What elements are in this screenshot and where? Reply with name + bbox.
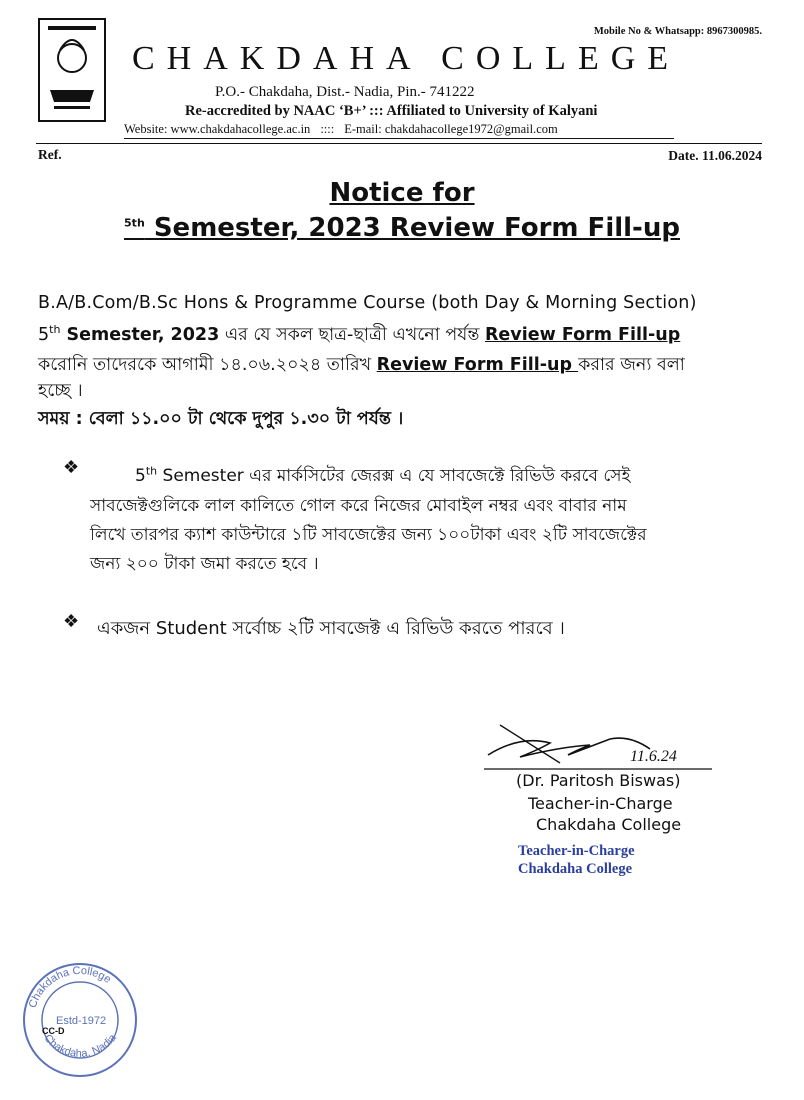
header-divider xyxy=(36,143,762,144)
review-form-highlight: Review Form Fill-up xyxy=(484,325,681,345)
handwritten-signature xyxy=(480,715,720,775)
bullet-icon: ❖ xyxy=(63,611,80,631)
timing-line: সময় : বেলা ১১.০০ টা থেকে দুপুর ১.৩০ টা পর্যন্ত । xyxy=(38,409,404,429)
bullet1-line1 xyxy=(135,463,630,491)
course-line: B.A/B.Com/B.Sc Hons & Programme Course (both Day & Morning Section) xyxy=(38,293,697,313)
signature-date: 11.6.24 xyxy=(630,748,677,765)
semester-line xyxy=(38,322,680,351)
students-text: এর যে সকল ছাত্র-ছাত্রী এখনো পর্যন্ত xyxy=(219,325,485,345)
closing-text: হচ্ছে । xyxy=(38,381,83,401)
stamp-college: Chakdaha College xyxy=(518,861,633,877)
review-form-highlight-2: Review Form Fill-up xyxy=(376,355,579,375)
college-address: P.O.- Chakdaha, Dist.- Nadia, Pin.- 741222 xyxy=(215,84,475,100)
signatory-role: Teacher-in-Charge xyxy=(528,794,673,813)
title-text: Semester, 2023 Review Form Fill-up xyxy=(144,213,680,243)
bullet1-sup: th xyxy=(145,464,158,478)
svg-text:CC-D: CC-D xyxy=(42,1026,65,1036)
bullet1-line3: লিখে তারপর ক্যাশ কাউন্টারে ১টি সাবজেক্টের জন্য ১০০টাকা এবং ২টি সাবজেক্টের xyxy=(90,525,647,545)
bullet1-line4: জন্য ২০০ টাকা জমা করতে হবে । xyxy=(90,554,319,574)
bullet2-line: একজন Student সর্বোচ্চ ২টি সাবজেক্ট এ রিভিউ করতে পারবে । xyxy=(97,618,565,639)
date-text: করোনি তাদেরকে আগামী ১৪.০৬.২০২৪ তারিখ xyxy=(38,355,377,375)
notice-subtitle xyxy=(0,213,804,243)
bullet1-text: Semester এর মার্কসিটের জেরক্স এ যে সাবজেক্টে রিভিউ করবে সেই xyxy=(157,466,631,486)
bullet-icon: ❖ xyxy=(63,457,80,477)
svg-text:Estd-1972: Estd-1972 xyxy=(56,1015,107,1027)
bullet1-number: 5 xyxy=(135,466,146,486)
email-link[interactable]: E-mail: chakdahacollege1972@gmail.com xyxy=(344,122,558,136)
separator: :::: xyxy=(320,122,335,136)
notice-title: Notice for xyxy=(329,178,475,208)
date-line xyxy=(38,352,685,381)
notice-date: Date. 11.06.2024 xyxy=(668,148,762,163)
title-superscript: 5th xyxy=(124,216,145,230)
contact-line xyxy=(124,122,674,139)
bullet1-line2: সাবজেক্টগুলিকে লাল কালিতে গোল করে নিজের মোবাইল নম্বর এবং বাবার নাম xyxy=(90,496,627,516)
signatory-name: (Dr. Paritosh Biswas) xyxy=(516,771,681,790)
semester-number: 5 xyxy=(38,325,50,345)
college-seal xyxy=(20,960,140,1080)
college-logo xyxy=(38,18,106,122)
website-link[interactable]: Website: www.chakdahacollege.ac.in xyxy=(124,122,311,136)
svg-text:Chakdaha, Nadia: Chakdaha, Nadia xyxy=(41,1032,119,1060)
semester-label: Semester, 2023 xyxy=(60,325,220,345)
svg-text:Chakdaha College: Chakdaha College xyxy=(26,964,114,1010)
stamp-role: Teacher-in-Charge xyxy=(518,843,635,859)
request-text: করার জন্য বলা xyxy=(578,355,685,375)
accreditation-line: Re-accredited by NAAC ‘B+’ ::: Affiliated to University of Kalyani xyxy=(185,103,598,119)
ref-label: Ref. xyxy=(38,147,62,162)
semester-sup: th xyxy=(49,323,61,337)
college-name: CHAKDAHA COLLEGE xyxy=(132,40,681,77)
mobile-number: Mobile No & Whatsapp: 8967300985. xyxy=(593,26,762,37)
signatory-college: Chakdaha College xyxy=(536,815,682,834)
